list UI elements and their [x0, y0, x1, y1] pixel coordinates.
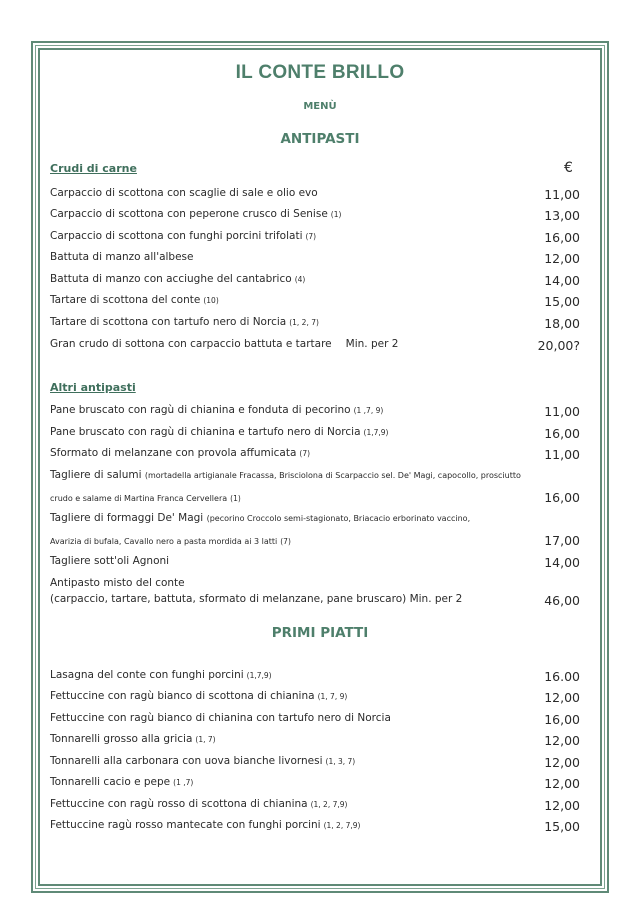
menu-item: [50, 755, 580, 771]
item-name: Tartare di scottona del conte: [50, 294, 201, 306]
item-price: 16,00: [544, 712, 580, 727]
item-price: 16,00: [544, 230, 580, 245]
item-allergens: (1,7,9): [246, 671, 272, 680]
menu-item: [50, 187, 580, 203]
item-name: Gran crudo di sottona con carpaccio battuta e tartare: [50, 338, 332, 350]
item-name: Pane bruscato con ragù di chianina e fonduta di pecorino: [50, 404, 351, 416]
item-min-note: Min. per 2: [345, 338, 399, 350]
item-allergens: (1, 2, 7,9): [323, 821, 361, 830]
item-allergens: (1, 3, 7): [325, 757, 356, 766]
item-name: Tartare di scottona con tartufo nero di Norcia: [50, 316, 287, 328]
menu-item: [50, 316, 580, 332]
menu-item: [50, 273, 580, 289]
item-name: Tagliere di salumi: [50, 469, 142, 481]
item-price: 16,00: [544, 490, 580, 505]
menu-item: [50, 776, 580, 792]
menu-item-formaggi-cont: [50, 533, 580, 549]
item-price: 15,00: [544, 294, 580, 309]
item-name: Lasagna del conte con funghi porcini: [50, 669, 244, 681]
crudi-category-title: Crudi di carne: [50, 162, 137, 175]
item-allergens: (1, 7, 9): [317, 692, 348, 701]
item-allergens: (1, 7): [195, 735, 216, 744]
item-allergens: (1): [330, 210, 342, 219]
item-price: 20,00?: [537, 338, 580, 353]
item-allergens: (4): [294, 275, 306, 284]
item-price: 16.00: [544, 669, 580, 684]
item-price: 15,00: [544, 819, 580, 834]
menu-item: [50, 338, 580, 354]
item-price: 18,00: [544, 316, 580, 331]
menu-item: [50, 690, 580, 706]
item-price: 13,00: [544, 208, 580, 223]
item-description: (pecorino Croccolo semi-stagionato, Briacacio erborinato vaccino,: [206, 514, 471, 523]
item-price: 11,00: [544, 404, 580, 419]
menu-item: [50, 404, 580, 420]
item-allergens: (7): [299, 449, 311, 458]
item-price: 17,00: [544, 533, 580, 548]
item-description: crudo e salame di Martina Franca Cervellera: [50, 494, 228, 503]
item-name: Carpaccio di scottona con peperone crusco di Senise: [50, 208, 328, 220]
menu-item: [50, 251, 580, 267]
item-allergens: (1 ,7, 9): [353, 406, 384, 415]
menu-item: [50, 294, 580, 310]
item-price: 12,00: [544, 798, 580, 813]
menu-item: [50, 712, 580, 728]
item-allergens: (1 ,7): [173, 778, 194, 787]
menu-item-misto: [50, 577, 580, 593]
item-price: 46,00: [544, 593, 580, 608]
item-price: 16,00: [544, 426, 580, 441]
menu-item: [50, 798, 580, 814]
item-name: Fettuccine con ragù rosso di scottona di chianina: [50, 798, 308, 810]
menu-item: [50, 230, 580, 246]
menu-item: [50, 208, 580, 224]
restaurant-name: IL CONTE BRILLO: [235, 62, 405, 83]
primi-title: PRIMI PIATTI: [271, 625, 369, 641]
item-name: Fettuccine ragù rosso mantecate con funghi porcini: [50, 819, 321, 831]
item-allergens: (1): [230, 494, 241, 503]
item-price: 12,00: [544, 776, 580, 791]
menu-item: [50, 426, 580, 442]
item-name: Tonnarelli alla carbonara con uova bianche livornesi: [50, 755, 323, 767]
item-name: Fettuccine con ragù bianco di chianina con tartufo nero di Norcia: [50, 712, 391, 724]
item-price: 12,00: [544, 251, 580, 266]
item-price: 14,00: [544, 555, 580, 570]
item-name: Tagliere sott'oli Agnoni: [50, 555, 170, 567]
item-allergens: (10): [203, 296, 219, 305]
item-description: (mortadella artigianale Fracassa, Brisciolona di Scarpaccio sel. De' Magi, capocollo, prosciutto: [144, 471, 521, 480]
menu-item: [50, 819, 580, 835]
antipasti-title: ANTIPASTI: [280, 131, 360, 147]
menu-subtitle: MENÙ: [303, 101, 337, 112]
item-allergens: (1, 2, 7): [289, 318, 319, 327]
item-price: 14,00: [544, 273, 580, 288]
item-name: Tonnarelli cacio e pepe: [50, 776, 171, 788]
menu-item: [50, 669, 580, 685]
item-name: Carpaccio di scottona con funghi porcini trifolati: [50, 230, 303, 242]
item-price: 12,00: [544, 755, 580, 770]
item-name: Sformato di melanzane con provola affumicata: [50, 447, 297, 459]
item-name: Tonnarelli grosso alla gricia: [50, 733, 193, 745]
menu-item-salumi-cont: [50, 490, 580, 506]
item-name: Battuta di manzo con acciughe del cantabrico: [50, 273, 292, 285]
item-description: (carpaccio, tartare, battuta, sformato di melanzane, pane bruscaro) Min. per 2: [50, 593, 463, 605]
currency-symbol: €: [564, 160, 573, 176]
menu-item-sottoli: [50, 555, 580, 571]
item-name: Pane bruscato con ragù di chianina e tartufo nero di Norcia: [50, 426, 361, 438]
item-allergens: (1,7,9): [363, 428, 389, 437]
item-name: Carpaccio di scottona con scaglie di sale e olio evo: [50, 187, 318, 199]
item-allergens: (7): [305, 232, 317, 241]
item-name: Tagliere di formaggi De' Magi: [50, 512, 204, 524]
item-price: 12,00: [544, 733, 580, 748]
item-price: 11,00: [544, 187, 580, 202]
altri-category-title: Altri antipasti: [50, 381, 136, 394]
menu-item-misto-cont: [50, 593, 580, 609]
item-price: 12,00: [544, 690, 580, 705]
item-name: Antipasto misto del conte: [50, 577, 185, 589]
menu-item: [50, 447, 580, 463]
item-name: Battuta di manzo all'albese: [50, 251, 194, 263]
item-allergens: (7): [280, 537, 291, 546]
item-price: 11,00: [544, 447, 580, 462]
item-description: Avarizia di bufala, Cavallo nero a pasta mordida ai 3 latti: [50, 537, 278, 546]
item-name: Fettuccine con ragù bianco di scottona di chianina: [50, 690, 315, 702]
menu-item: [50, 733, 580, 749]
menu-item-formaggi: [50, 512, 580, 528]
item-allergens: (1, 2, 7,9): [310, 800, 348, 809]
menu-item-salumi: [50, 469, 580, 485]
